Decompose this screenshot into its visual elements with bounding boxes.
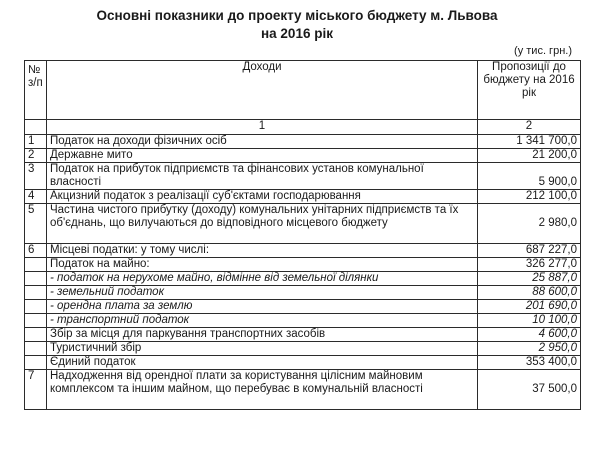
document-subtitle: на 2016 рік bbox=[261, 26, 333, 41]
table-row bbox=[25, 342, 581, 356]
table-row bbox=[25, 244, 581, 258]
row-name: Туристичний збір bbox=[47, 342, 478, 356]
row-name: Податок на доходи фізичних осіб bbox=[47, 135, 478, 149]
row-num bbox=[25, 258, 47, 272]
column-index-row bbox=[25, 120, 581, 135]
row-num: 1 bbox=[25, 135, 47, 149]
index-cell bbox=[25, 120, 47, 135]
row-name: - податок на нерухоме майно, відмінне від земельної ділянки bbox=[47, 272, 478, 286]
row-value: 326 277,0 bbox=[478, 258, 581, 272]
table-row bbox=[25, 163, 581, 190]
row-name: Частина чистого прибутку (доходу) комунальних унітарних підприємств та їх об'єднань, що вилучаються до відповідного місцевого бюджету bbox=[47, 204, 478, 244]
row-num bbox=[25, 300, 47, 314]
table-row bbox=[25, 258, 581, 272]
row-value: 201 690,0 bbox=[478, 300, 581, 314]
row-name: Надходження від орендної плати за користування цілісним майновим комплексом та іншим майном, що перебуває в комунальній власності bbox=[47, 370, 478, 410]
row-num bbox=[25, 356, 47, 370]
row-num bbox=[25, 286, 47, 300]
row-value: 353 400,0 bbox=[478, 356, 581, 370]
row-num: 3 bbox=[25, 163, 47, 190]
budget-table bbox=[24, 60, 581, 410]
row-value: 4 600,0 bbox=[478, 328, 581, 342]
row-name: Державне мито bbox=[47, 149, 478, 163]
row-value: 5 900,0 bbox=[478, 163, 581, 190]
row-name: - транспортний податок bbox=[47, 314, 478, 328]
row-num: 4 bbox=[25, 190, 47, 204]
row-value: 10 100,0 bbox=[478, 314, 581, 328]
table-row bbox=[25, 149, 581, 163]
document-title: Основні показники до проекту міського бюджету м. Львова bbox=[96, 8, 498, 23]
row-num bbox=[25, 342, 47, 356]
row-value: 37 500,0 bbox=[478, 370, 581, 410]
row-num: 5 bbox=[25, 204, 47, 244]
row-value: 21 200,0 bbox=[478, 149, 581, 163]
table-row bbox=[25, 272, 581, 286]
table-row bbox=[25, 328, 581, 342]
row-num: 7 bbox=[25, 370, 47, 410]
table-row bbox=[25, 190, 581, 204]
row-name: - орендна плата за землю bbox=[47, 300, 478, 314]
table-row bbox=[25, 356, 581, 370]
index-cell: 2 bbox=[478, 120, 581, 135]
row-value: 2 950,0 bbox=[478, 342, 581, 356]
table-row bbox=[25, 204, 581, 244]
row-value: 687 227,0 bbox=[478, 244, 581, 258]
row-name: - земельний податок bbox=[47, 286, 478, 300]
table-header-row bbox=[25, 61, 581, 120]
table-row bbox=[25, 314, 581, 328]
table-row bbox=[25, 370, 581, 410]
row-num bbox=[25, 328, 47, 342]
table-row bbox=[25, 286, 581, 300]
row-value: 1 341 700,0 bbox=[478, 135, 581, 149]
row-num: 6 bbox=[25, 244, 47, 258]
row-value: 2 980,0 bbox=[478, 204, 581, 244]
index-cell: 1 bbox=[47, 120, 478, 135]
row-name: Місцеві податки: у тому числі: bbox=[47, 244, 478, 258]
row-name: Податок на майно: bbox=[47, 258, 478, 272]
row-value: 88 600,0 bbox=[478, 286, 581, 300]
row-value: 212 100,0 bbox=[478, 190, 581, 204]
header-proposal: Пропозиції до бюджету на 2016 рік bbox=[478, 61, 581, 120]
table-row bbox=[25, 135, 581, 149]
row-num bbox=[25, 314, 47, 328]
row-num: 2 bbox=[25, 149, 47, 163]
row-name: Єдиний податок bbox=[47, 356, 478, 370]
header-income: Доходи bbox=[47, 61, 478, 120]
unit-note: (у тис. грн.) bbox=[514, 45, 572, 57]
row-name: Акцизний податок з реалізації суб'єктами господарювання bbox=[47, 190, 478, 204]
table-row bbox=[25, 300, 581, 314]
row-name: Податок на прибуток підприємств та фінансових установ комунальної власності bbox=[47, 163, 478, 190]
row-name: Збір за місця для паркування транспортних засобів bbox=[47, 328, 478, 342]
header-num: № з/п bbox=[25, 61, 47, 120]
row-num bbox=[25, 272, 47, 286]
row-value: 25 887,0 bbox=[478, 272, 581, 286]
